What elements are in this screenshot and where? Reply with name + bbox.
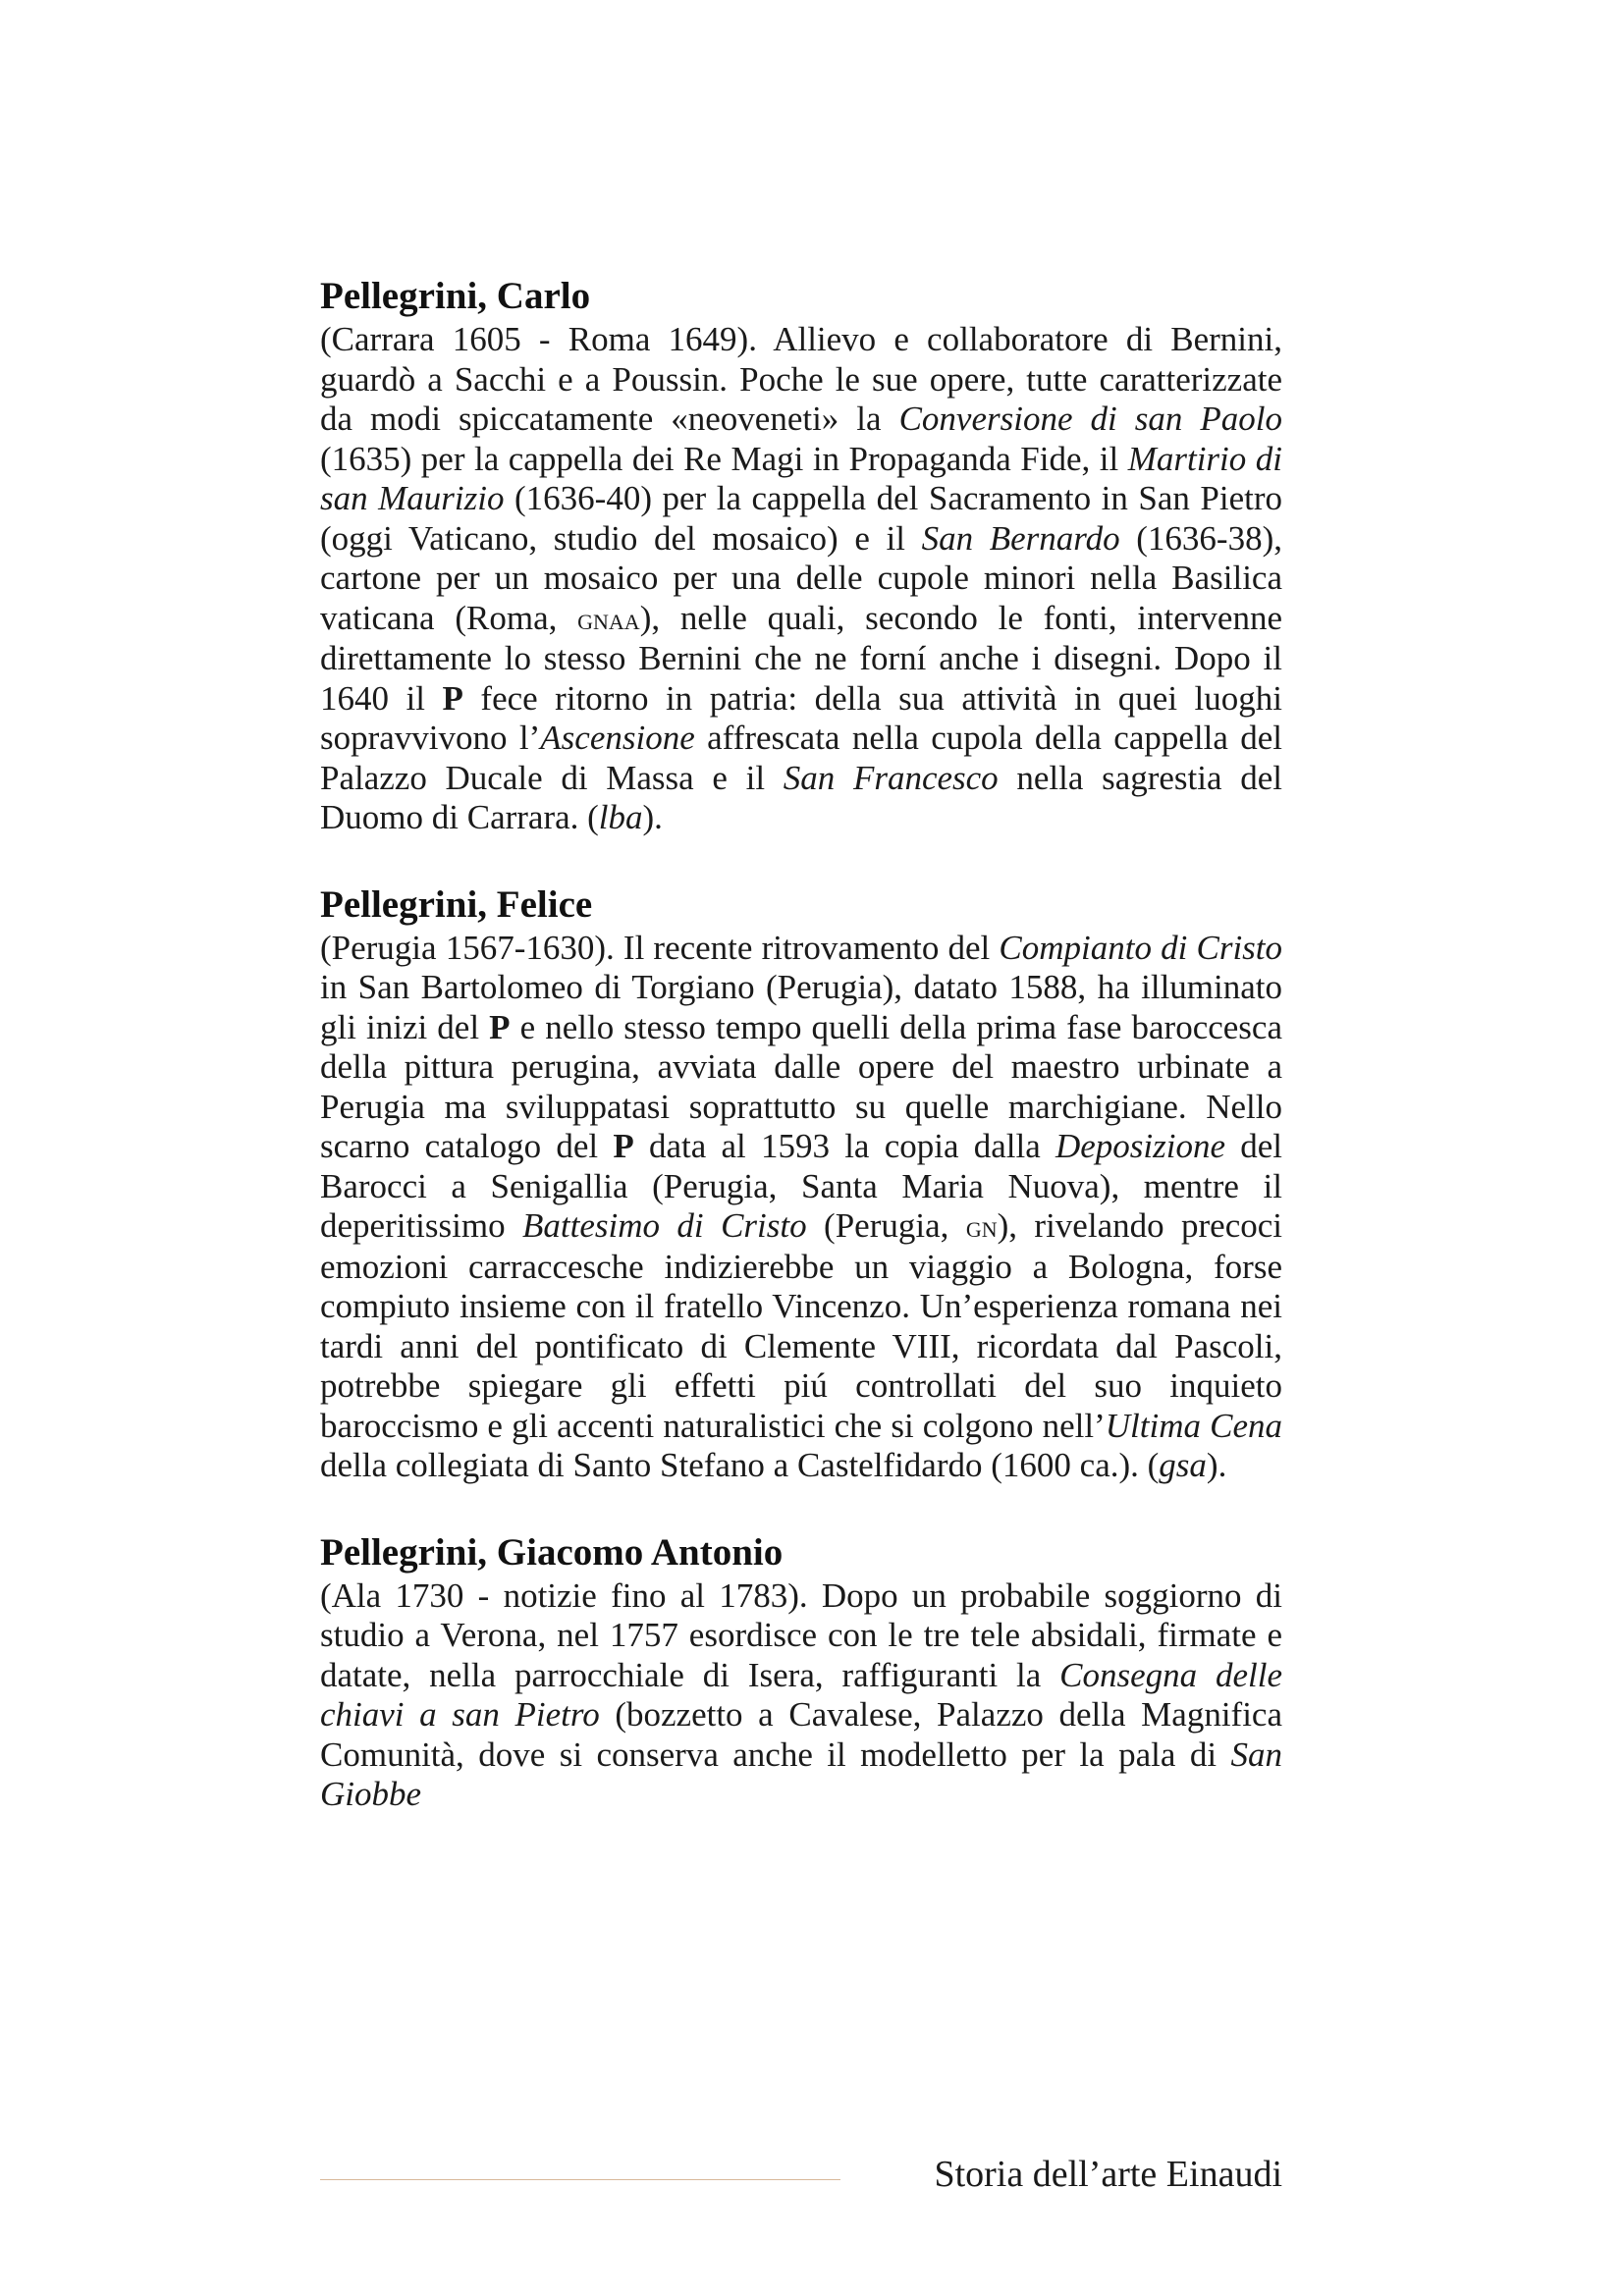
text-segment: (Carrara 1605 - Roma 1649). Allievo e collaboratore di Bernini, guardò a Sacchi e a Poussin. Poche le sue opere, tutte caratterizzate da modi spiccatamente «neoveneti» la — [320, 320, 1282, 438]
text-segment: ), nelle quali, secondo le fonti, intervenne direttamente lo stesso Bernini che ne forní anche i disegni. Dopo il 1640 il — [320, 598, 1282, 718]
text-segment-italic: Deposizione — [1055, 1127, 1226, 1165]
text-segment: e nello stesso tempo quelli della prima fase baroccesca della pittura perugina, avviata dalle opere del maestro urbinate a Perugia ma sviluppatasi soprattutto su quelle marchigiane. Nello scarno catalogo del — [320, 1007, 1282, 1165]
text-segment-bold: P — [442, 678, 463, 718]
text-segment-italic: Battesimo di Cristo — [522, 1206, 807, 1245]
text-segment: (1635) per la cappella dei Re Magi in Propaganda Fide, il — [320, 439, 1128, 478]
text-segment: (Perugia 1567-1630). Il recente ritrovamento del — [320, 928, 1000, 967]
text-segment: ), rivelando precoci emozioni carraccesche indizierebbe un viaggio a Bologna, forse compiuto insieme con il fratello Vincenzo. Un’esperienza romana nei tardi anni del pontificato di Clemente VIII, ricordata dal Pascoli, potrebbe spiegare gli effetti piú controllati del suo inquieto baroccismo e gli accenti naturalistici che si colgono nell’ — [320, 1206, 1283, 1445]
text-segment-italic: San Francesco — [783, 758, 999, 797]
entry-title: Pellegrini, Felice — [320, 882, 593, 926]
entry-carlo — [320, 273, 1282, 838]
footer-rule — [320, 2179, 840, 2180]
text-segment-italic: San Bernardo — [921, 518, 1120, 558]
text-segment-smallcaps: gn — [965, 1209, 998, 1244]
entry-giacomo-antonio — [320, 1529, 1282, 1815]
text-segment: ). — [642, 798, 663, 836]
text-segment: (1636-40) per la cappella del Sacramento in San Pietro (oggi Vaticano, studio del mosaico) e il — [320, 479, 1283, 558]
text-segment-italic: Compianto di Cristo — [999, 928, 1283, 967]
text-segment: ). — [1206, 1446, 1227, 1484]
text-segment-italic: Ascensione — [540, 719, 695, 757]
text-segment: in San Bartolomeo di Torgiano (Perugia), datato 1588, ha illuminato gli inizi del — [320, 968, 1282, 1046]
text-segment: (Perugia, — [806, 1206, 966, 1245]
text-segment: affrescata nella cupola della cappella del Palazzo Ducale di Massa e il — [320, 719, 1282, 797]
text-segment-italic: Consegna delle chiavi a san Pietro — [320, 1655, 1282, 1734]
text-column — [320, 273, 1282, 1858]
text-segment-bold: P — [489, 1007, 511, 1046]
text-segment-italic: gsa — [1159, 1446, 1207, 1484]
text-segment: (Ala 1730 - notizie fino al 1783). Dopo un probabile soggiorno di studio a Verona, nel 1757 esordisce con le tre tele absidali, firmate e datate, nella parrocchiale di Isera, raffiguranti la — [320, 1575, 1282, 1694]
text-segment-italic: Martirio di san Maurizio — [320, 439, 1282, 517]
text-segment: data al 1593 la copia dalla — [633, 1127, 1055, 1165]
entry-body — [320, 1576, 1282, 1815]
text-segment: (bozzetto a Cavalese, Palazzo della Magnifica Comunità, dove si conserva anche il modelletto per la pala di — [320, 1695, 1282, 1774]
page-footer — [320, 2150, 1282, 2199]
text-segment-smallcaps: gnaa — [577, 601, 640, 636]
text-segment-italic: San Giobbe — [320, 1735, 1282, 1813]
entry-title: Pellegrini, Giacomo Antonio — [320, 1530, 784, 1574]
text-segment-bold: P — [613, 1127, 634, 1165]
entry-felice — [320, 881, 1282, 1486]
text-segment: della collegiata di Santo Stefano a Castelfidardo (1600 ca.). ( — [320, 1446, 1160, 1484]
entry-body — [320, 320, 1282, 838]
text-segment: (1636-38), cartone per un mosaico per una delle cupole minori nella Basilica vaticana (Roma, — [320, 518, 1282, 637]
text-segment-italic: Conversione di san Paolo — [898, 400, 1282, 438]
text-segment: fece ritorno in patria: della sua attività in quei luoghi sopravvivono l’ — [320, 678, 1283, 757]
text-segment: del Barocci a Senigallia (Perugia, Santa Maria Nuova), mentre il deperitissimo — [320, 1127, 1283, 1245]
entry-title: Pellegrini, Carlo — [320, 275, 591, 317]
entry-body — [320, 929, 1282, 1486]
text-segment-italic: Ultima Cena — [1105, 1406, 1282, 1445]
footer-publisher-text: Storia dell’arte Einaudi — [934, 2154, 1282, 2195]
text-segment-italic: lba — [598, 798, 643, 836]
text-segment: nella sagrestia del Duomo di Carrara. ( — [320, 758, 1282, 836]
